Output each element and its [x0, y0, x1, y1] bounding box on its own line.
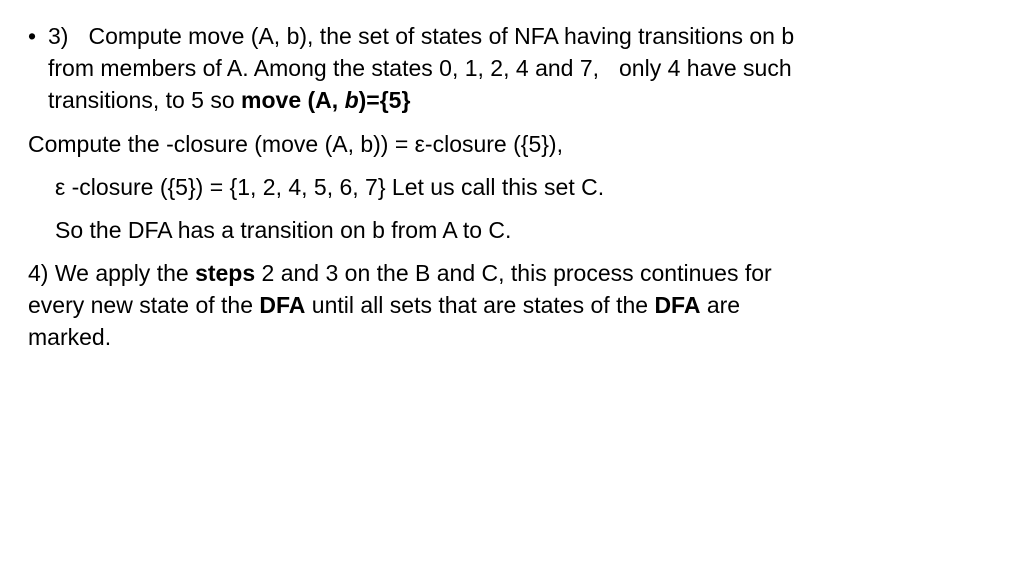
- step4-line3: marked.: [28, 324, 112, 350]
- step4-line1-a: 4) We apply the: [28, 260, 196, 286]
- step3-line2-a: from members of A. Among the states 0, 1, 2, 4 and 7,: [48, 55, 600, 81]
- step4-steps-bold: steps: [195, 260, 256, 286]
- step4-dfa-bold-1: DFA: [259, 292, 306, 318]
- closure-result-line: ε -closure ({5}) = {1, 2, 4, 5, 6, 7} Let us call this set C.: [55, 174, 605, 200]
- step3-move-bold-italic: b: [344, 87, 359, 113]
- step4-line2-c: are: [700, 292, 741, 318]
- step3-move-bold-b: )={5}: [358, 87, 411, 113]
- bullet-icon: •: [28, 23, 37, 49]
- step4-line2-a: every new state of the: [28, 292, 260, 318]
- step3-line3-plain: transitions, to 5 so: [48, 87, 242, 113]
- step4-line1: [28, 257, 772, 289]
- step4-line1-b: 2 and 3 on the B and C, this process continues for: [255, 260, 772, 286]
- step4-line2: [28, 289, 772, 321]
- dfa-transition-line: So the DFA has a transition on b from A to C.: [55, 217, 512, 243]
- step4-line2-b: until all sets that are states of the: [305, 292, 655, 318]
- step3-line2-b: only 4 have such: [619, 55, 792, 81]
- step3-number: 3): [48, 23, 69, 49]
- step4-paragraph: [28, 257, 772, 353]
- step3-paragraph: [48, 20, 794, 116]
- step3-line2: [48, 52, 794, 84]
- closure-compute-line: Compute the -closure (move (A, b)) = ε-closure ({5}),: [28, 131, 563, 157]
- step3-line1-text: Compute move (A, b), the set of states of NFA having transitions on b: [88, 23, 795, 49]
- step3-line1: [48, 20, 794, 52]
- step3-line3: [48, 84, 794, 116]
- step4-dfa-bold-2: DFA: [654, 292, 701, 318]
- step3-move-bold-a: move (A,: [241, 87, 345, 113]
